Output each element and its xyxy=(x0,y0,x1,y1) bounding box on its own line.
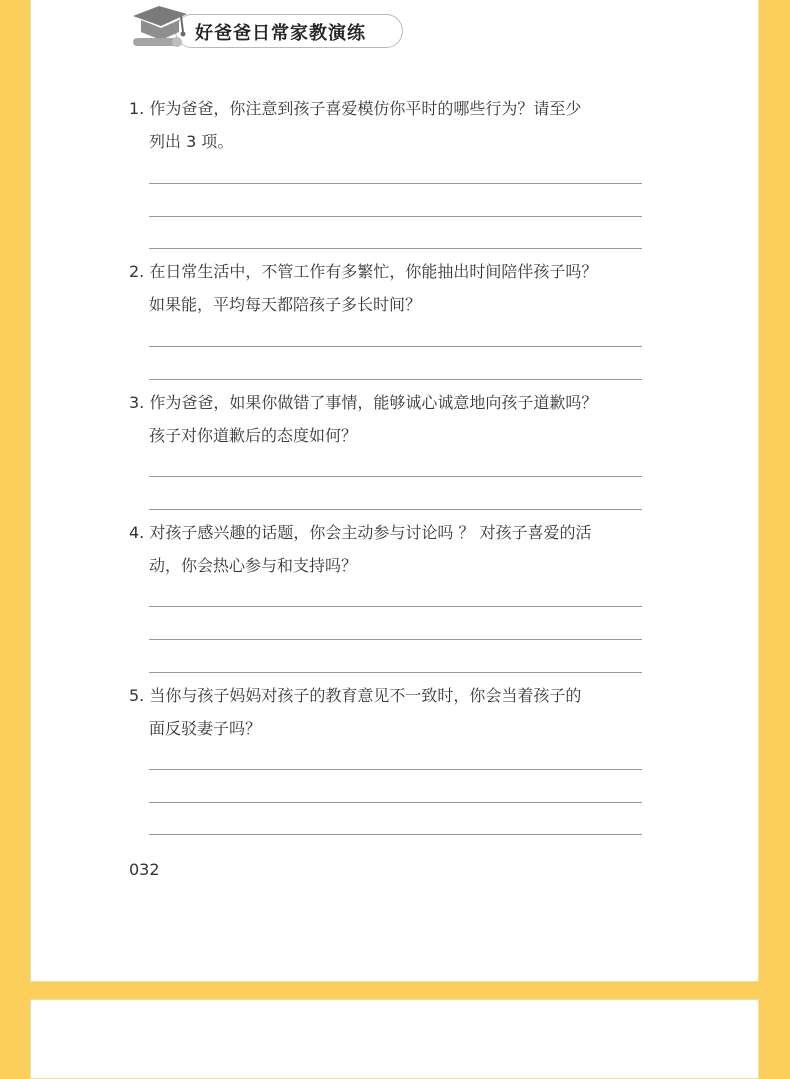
question-1 xyxy=(129,92,649,158)
question-1-line-1: 1. 作为爸爸，你注意到孩子喜爱模仿你平时的哪些行为？请至少 xyxy=(129,99,582,118)
answer-line[interactable] xyxy=(149,183,642,184)
answer-line[interactable] xyxy=(149,639,642,640)
question-5-line-2: 面反驳妻子吗？ xyxy=(149,719,262,738)
answer-line[interactable] xyxy=(149,606,642,607)
answer-line[interactable] xyxy=(149,834,642,835)
question-2-line-2: 如果能，平均每天都陪孩子多长时间？ xyxy=(149,295,422,314)
question-5 xyxy=(129,679,649,745)
answer-line[interactable] xyxy=(149,216,642,217)
question-2 xyxy=(129,255,649,321)
question-4-line-2: 动，你会热心参与和支持吗？ xyxy=(149,556,358,575)
answer-line[interactable] xyxy=(149,346,642,347)
header-title: 好爸爸日常家教演练 xyxy=(195,23,366,44)
question-5-line-1: 5. 当你与孩子妈妈对孩子的教育意见不一致时，你会当着孩子的 xyxy=(129,686,582,705)
next-page xyxy=(30,999,759,1079)
question-3-line-1: 3. 作为爸爸，如果你做错了事情，能够诚心诚意地向孩子道歉吗？ xyxy=(129,393,598,412)
answer-line[interactable] xyxy=(149,476,642,477)
answer-line[interactable] xyxy=(149,509,642,510)
answer-line[interactable] xyxy=(149,672,642,673)
page-number: 032 xyxy=(129,860,160,879)
answer-line[interactable] xyxy=(149,379,642,380)
answer-line[interactable] xyxy=(149,248,642,249)
section-header xyxy=(129,0,419,56)
answer-line[interactable] xyxy=(149,769,642,770)
question-4 xyxy=(129,516,649,582)
answer-line[interactable] xyxy=(149,802,642,803)
worksheet-page xyxy=(30,0,759,982)
question-1-line-2: 列出 3 项。 xyxy=(149,132,234,151)
question-3-line-2: 孩子对你道歉后的态度如何？ xyxy=(149,426,358,445)
question-2-line-1: 2. 在日常生活中，不管工作有多繁忙，你能抽出时间陪伴孩子吗？ xyxy=(129,262,598,281)
question-4-line-1: 4. 对孩子感兴趣的话题，你会主动参与讨论吗 ？ 对孩子喜爱的活 xyxy=(129,523,592,542)
question-3 xyxy=(129,386,649,452)
graduation-cap-icon xyxy=(129,0,199,52)
